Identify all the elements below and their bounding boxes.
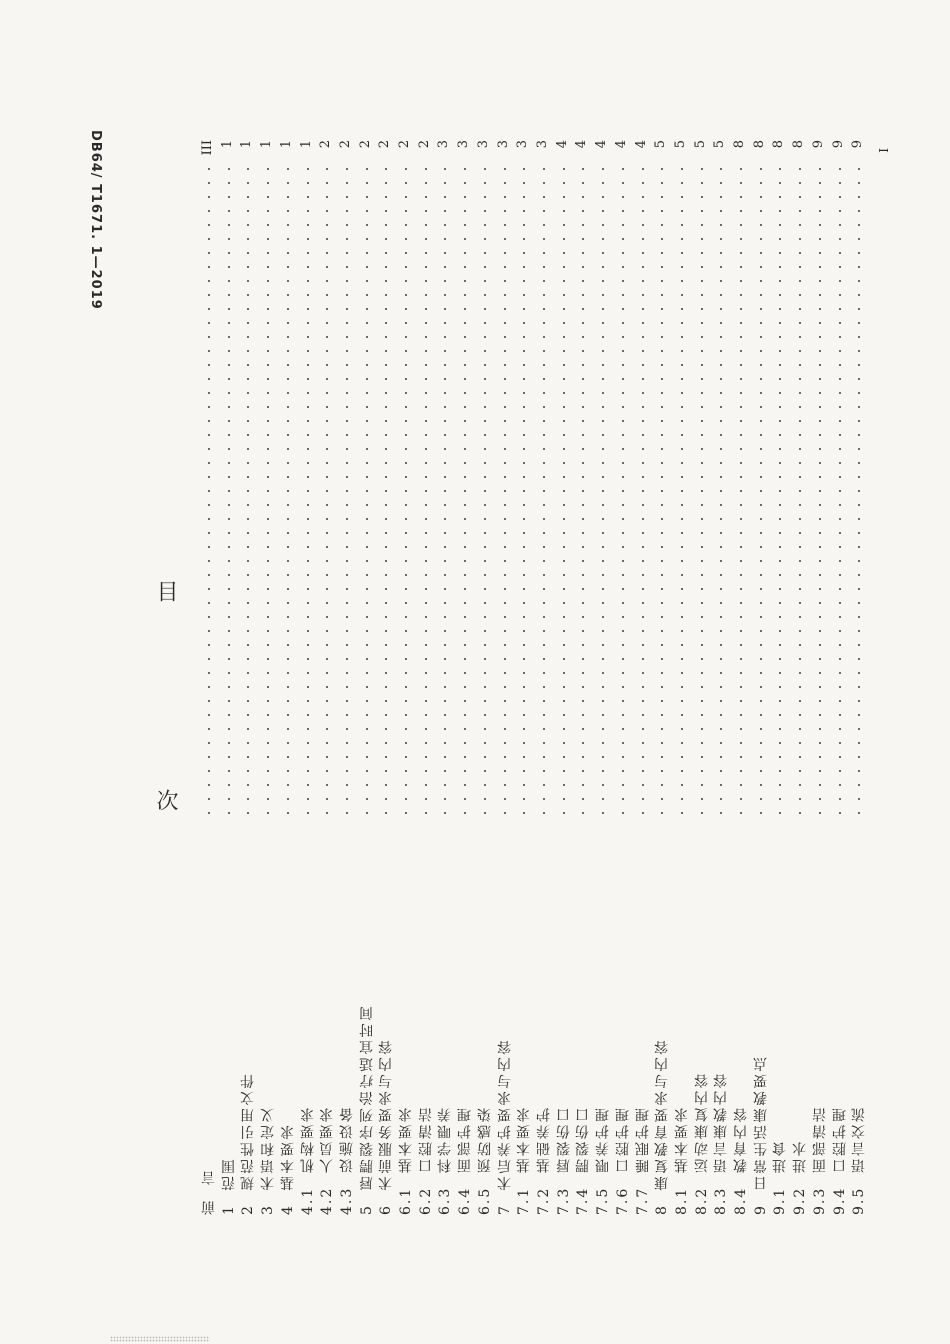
toc-entry-number: 4.3: [338, 1186, 355, 1215]
toc-entry-label: [732, 285, 750, 1239]
toc-entry: [574, 140, 592, 1215]
toc-entry-title: 基础养护: [536, 1104, 552, 1173]
toc-entry-label: [299, 285, 317, 1239]
toc-entry-number: 8.1: [673, 1186, 690, 1215]
toc-entry: [535, 140, 553, 1215]
toc-entry: [496, 140, 514, 1215]
toc-entry-label: [594, 285, 612, 1239]
toc-entry-number: 8.2: [693, 1186, 710, 1215]
toc-entry-title: 机构要求: [299, 1104, 316, 1173]
toc-entry-page: 1: [239, 140, 257, 148]
toc-entry-page: 8: [732, 140, 750, 148]
toc-entry: [456, 140, 474, 1215]
toc-entry-page: 1: [279, 140, 297, 148]
toc-entry-page: 2: [318, 140, 336, 148]
toc-entry: [515, 140, 533, 1215]
toc-entry-title: 教育内容: [733, 1104, 750, 1173]
toc-entry: [673, 140, 691, 1215]
toc-entry: [850, 140, 868, 1215]
toc-entry-label: [811, 285, 829, 1239]
toc-entry-page: 9: [811, 140, 829, 148]
toc-entry-page: 4: [555, 140, 573, 148]
toc-entry-title: 语言交流: [851, 1104, 868, 1173]
scan-artifact: [110, 1336, 210, 1342]
toc-entry-page: 3: [496, 140, 514, 148]
toc-entry: [358, 140, 376, 1215]
toc-entry-title: 人员要求: [319, 1104, 336, 1173]
toc-entry-number: 7.6: [614, 1186, 631, 1215]
toc-entry-number: 6.2: [417, 1186, 434, 1215]
toc-entry-page: 4: [594, 140, 612, 148]
toc-entry-number: 1: [220, 1204, 237, 1215]
page-number: I: [876, 148, 890, 153]
toc-entry-title: 术语和定义: [260, 1105, 277, 1191]
toc-entry-number: 9.1: [772, 1186, 789, 1215]
toc-entry-title: 唇腭裂序列治疗适宜时间: [358, 1003, 375, 1191]
toc-entry-title: 进食: [772, 1138, 789, 1173]
toc-entry-title: 喂养护理: [595, 1104, 612, 1173]
toc-entry-title: 运动康复内容: [693, 1070, 710, 1173]
toc-entry-number: 9.4: [831, 1186, 848, 1215]
toc-entry-page: 1: [259, 140, 277, 148]
toc-entry: [397, 140, 415, 1215]
toc-entry-label: [850, 285, 868, 1239]
toc-entry-label: [377, 285, 395, 1215]
toc-entry-title: 言: [201, 1168, 217, 1185]
toc-entry-number: 6.4: [457, 1186, 474, 1215]
toc-entry-label: [771, 285, 789, 1239]
toc-entry-page: 2: [338, 140, 356, 148]
toc-entry: [752, 140, 770, 1215]
toc-entry: [831, 140, 849, 1215]
toc-entry-number: 9.5: [851, 1186, 868, 1215]
toc-entry: [417, 140, 435, 1215]
toc-entry-page: 1: [220, 140, 238, 148]
toc-entry-number: 3: [260, 1204, 277, 1215]
toc-entry: [239, 140, 257, 1215]
toc-entry: [476, 140, 494, 1215]
toc-entry-page: 9: [831, 140, 849, 148]
toc-entry: [771, 140, 789, 1215]
toc-entry: [791, 140, 809, 1215]
toc-entry-title: 进水: [792, 1138, 809, 1173]
toc-entry: [712, 140, 730, 1215]
toc-entry-page: 5: [712, 140, 730, 148]
toc-entry-title: 范围: [220, 1156, 237, 1191]
toc-entry: [653, 140, 671, 1215]
toc-entry-number: 6: [378, 1204, 395, 1215]
toc-entry-title: 设施设备: [338, 1104, 355, 1173]
toc-entry-page: 2: [358, 140, 376, 148]
table-of-contents: [200, 140, 870, 1215]
toc-entry: [338, 140, 356, 1215]
toc-entry-label: [614, 285, 632, 1239]
toc-entry-page: 3: [515, 140, 533, 148]
toc-entry-page: 3: [456, 140, 474, 148]
toc-entry-page: 2: [397, 140, 415, 148]
toc-entry-title: 腭裂伤口: [575, 1104, 592, 1173]
toc-entry-title: 口腔清洁: [417, 1104, 434, 1173]
toc-entry-page: 5: [673, 140, 691, 148]
toc-entry-number: 8.3: [713, 1186, 730, 1215]
toc-entry-title: 睡眠护理: [634, 1104, 651, 1173]
toc-entry-label: [476, 285, 494, 1239]
toc-entry-label: [318, 285, 336, 1239]
toc-entry-number: 8: [654, 1204, 671, 1215]
toc-entry-number: 4.2: [319, 1186, 336, 1215]
toc-entry-page: 4: [614, 140, 632, 148]
toc-entry-label: [693, 285, 711, 1239]
toc-entry-label: [397, 285, 415, 1239]
toc-entry-page: 2: [377, 140, 395, 148]
toc-entry-title: 口腔护理: [614, 1104, 631, 1173]
toc-entry: [732, 140, 750, 1215]
toc-entry-page: 3: [535, 140, 553, 148]
toc-entry-title: 预防感染: [476, 1104, 493, 1173]
toc-entry-page: 2: [417, 140, 435, 148]
toc-entry: [811, 140, 829, 1215]
toc-entry-title: 基本要求: [398, 1104, 415, 1173]
toc-entry-title: 口腔护理: [831, 1104, 848, 1173]
toc-entry-number: 2: [240, 1204, 257, 1215]
toc-entry: [279, 140, 297, 1215]
toc-entry-number: 9: [752, 1204, 769, 1215]
toc-entry-title: 日常生活康教要点: [752, 1054, 769, 1191]
toc-entry: [299, 140, 317, 1215]
toc-entry-number: 8.4: [733, 1186, 750, 1215]
toc-entry-number: 7.5: [595, 1186, 612, 1215]
toc-entry-page: 4: [634, 140, 652, 148]
toc-entry-page: 8: [771, 140, 789, 148]
toc-entry-label: [515, 285, 533, 1239]
toc-entry-title: 语言康教内容: [713, 1070, 730, 1173]
toc-entry-label: [555, 285, 573, 1239]
toc-entry: [259, 140, 277, 1215]
toc-entry: [594, 140, 612, 1215]
toc-entry-title: 面部清洁: [811, 1104, 828, 1173]
toc-entry-page: 5: [693, 140, 711, 148]
toc-entry: [220, 140, 238, 1215]
toc-entry-title: 规范性引用文件: [240, 1071, 257, 1191]
page-title: 目 次: [153, 580, 178, 901]
toc-entry-page: 5: [653, 140, 671, 148]
toc-entry: [634, 140, 652, 1215]
toc-entry: [377, 140, 395, 1215]
toc-entry-label: [673, 285, 691, 1239]
toc-entry-number: 4: [279, 1204, 296, 1215]
toc-entry-number: 4.1: [299, 1186, 316, 1215]
toc-entry-page: 3: [476, 140, 494, 148]
toc-entry-label: [791, 285, 809, 1239]
toc-entry: [436, 140, 454, 1215]
toc-entry-page: 9: [850, 140, 868, 148]
toc-entry-page: III: [200, 140, 218, 155]
toc-entry-page: 8: [752, 140, 770, 148]
toc-entry-number: 7: [496, 1204, 513, 1215]
toc-entry-label: [712, 285, 730, 1239]
toc-entry: [693, 140, 711, 1215]
toc-entry-title: 科学喂养: [437, 1104, 454, 1173]
toc-entry-title: 基本要求: [516, 1104, 533, 1173]
toc-entry-page: 1: [299, 140, 317, 148]
toc-entry: [555, 140, 573, 1215]
toc-entry-label: [436, 285, 454, 1239]
toc-entry-label: [259, 285, 277, 1215]
toc-entry-label: [358, 285, 376, 1215]
toc-entry-label: [456, 285, 474, 1239]
toc-entry-number: 7.2: [536, 1186, 552, 1215]
toc-entry-label: [338, 285, 356, 1239]
toc-entry-label: [653, 285, 671, 1215]
toc-entry-number: 9.3: [811, 1186, 828, 1215]
toc-entry-page: 3: [436, 140, 454, 148]
toc-entry-label: [535, 285, 553, 1239]
toc-entry-number: 前: [201, 1199, 217, 1215]
toc-entry-number: 6.5: [476, 1186, 493, 1215]
toc-entry-number: 7.7: [634, 1186, 651, 1215]
toc-entry-number: 5: [358, 1204, 375, 1215]
toc-entry-label: [496, 285, 514, 1215]
toc-entry-title: 基本要求: [279, 1122, 296, 1191]
toc-entry: [614, 140, 632, 1215]
toc-entry-page: 4: [574, 140, 592, 148]
toc-entry-label: [200, 285, 218, 1215]
toc-entry-title: 面部护理: [457, 1104, 474, 1173]
toc-entry-label: [220, 285, 238, 1215]
toc-entry-label: [752, 285, 770, 1215]
toc-entry: [200, 140, 218, 1215]
toc-entry-title: 唇裂伤口: [555, 1104, 572, 1173]
toc-entry: [318, 140, 336, 1215]
toc-entry-number: 9.2: [792, 1186, 809, 1215]
toc-entry-label: [574, 285, 592, 1239]
toc-entry-number: 6.3: [437, 1186, 454, 1215]
toc-entry-title: 术后养护要求与内容: [496, 1037, 513, 1191]
toc-entry-title: 基本要求: [673, 1104, 690, 1173]
toc-entry-number: 7.1: [516, 1186, 533, 1215]
toc-entry-label: [417, 285, 435, 1239]
document-code: DB64/ T1671. 1—2019: [88, 130, 103, 310]
toc-entry-label: [634, 285, 652, 1239]
toc-entry-label: [279, 285, 297, 1215]
toc-entry-title: 康复教育要求与内容: [654, 1037, 671, 1191]
toc-entry-label: [239, 285, 257, 1215]
toc-entry-page: 8: [791, 140, 809, 148]
toc-entry-number: 7.3: [555, 1186, 572, 1215]
toc-entry-number: 7.4: [575, 1186, 592, 1215]
toc-entry-title: 术前服务要求与内容: [378, 1037, 395, 1191]
toc-entry-label: [831, 285, 849, 1239]
toc-entry-number: 6.1: [398, 1186, 415, 1215]
